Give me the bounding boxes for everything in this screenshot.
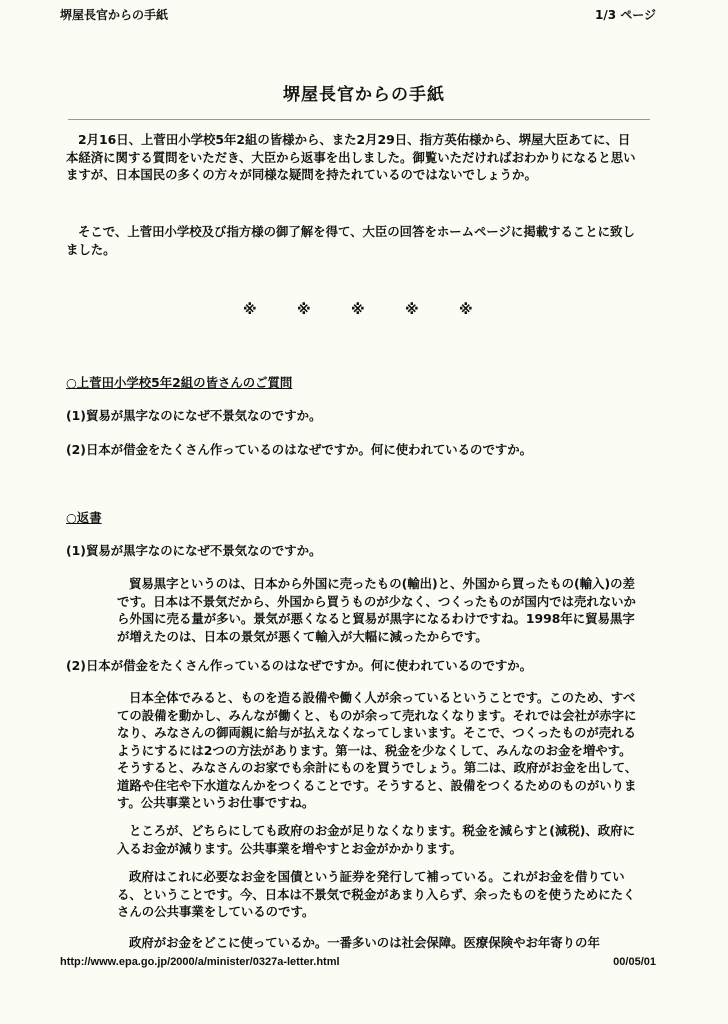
- intro-paragraph-1: 2月16日、上菅田小学校5年2組の皆様から、また2月29日、指方英佑様から、堺屋大臣あてに、日本経済に関する質問をいただき、大臣から返事を出しました。御覧いただければおわかりになると思いますが、日本国民の多くの方々が同様な疑問を持たれているのではないでしょうか。: [66, 132, 636, 182]
- title-divider: [68, 119, 650, 120]
- separator-mark: ※: [243, 302, 257, 318]
- separator-mark: ※: [351, 302, 365, 318]
- separator-mark: ※: [459, 302, 473, 318]
- page-number: 1/3 ページ: [594, 8, 656, 22]
- separator-mark: ※: [297, 302, 311, 318]
- question-2: (2)日本が借金をたくさん作っているのはなぜですか。何に使われているのですか。: [66, 442, 533, 457]
- page-title: 堺屋長官からの手紙: [283, 85, 445, 105]
- reply-question-1: (1)貿易が黒字なのになぜ不景気なのですか。: [66, 543, 322, 558]
- reply-heading: ○返書: [66, 510, 102, 525]
- separator-mark: ※: [405, 302, 419, 318]
- answer-2-paragraph-1: 日本全体でみると、ものを造る設備や働く人が余っているということです。このため、すべての設備を動かし、みんなが働くと、ものが余って売れなくなります。それでは会社が赤字になり、みなさんの御両親に給与が払えなくなってしまいます。そこで、つくったものが売れるようにするには2つの方法があります。第一は、税金を少なくして、みんなのお金を増やす。そうすると、みなさんのお家でも余計にものを買うでしょう。第二は、政府がお金を出して、道路や住宅や下水道なんかをつくることです。そうすると、設備をつくるためのものがいります。公共事業というお仕事ですね。: [117, 690, 638, 810]
- answer-2-paragraph-2: ところが、どちらにしても政府のお金が足りなくなります。税金を減らすと(減税)、政府に入るお金が減ります。公共事業を増やすとお金がかかります。: [117, 823, 635, 856]
- footer-url: http://www.epa.go.jp/2000/a/minister/0327a-letter.html: [60, 956, 340, 968]
- intro-paragraph-2: そこで、上菅田小学校及び指方様の御了解を得て、大臣の回答をホームページに掲載することに致しました。: [66, 224, 635, 257]
- answer-2-paragraph-4: 政府がお金をどこに使っているか。一番多いのは社会保障。医療保険やお年寄りの年: [129, 935, 600, 950]
- answer-2-paragraph-3: 政府はこれに必要なお金を国債という証券を発行して補っている。これがお金を借りている、ということです。今、日本は不景気で税金があまり入らず、余ったものを使うためにたくさんの公共事業をしているのです。: [117, 869, 636, 919]
- footer-date: 00/05/01: [613, 956, 656, 968]
- header-title: 堺屋長官からの手紙: [60, 8, 169, 22]
- questions-heading: ○上菅田小学校5年2組の皆さんのご質問: [66, 375, 293, 390]
- reply-question-2: (2)日本が借金をたくさん作っているのはなぜですか。何に使われているのですか。: [66, 658, 533, 673]
- question-1: (1)貿易が黒字なのになぜ不景気なのですか。: [66, 408, 322, 423]
- answer-1: 貿易黒字というのは、日本から外国に売ったもの(輸出)と、外国から買ったもの(輸入)の差です。日本は不景気だから、外国から買うものが少なく、つくったものが国内では売れないから外国に売る量が多い。景気が悪くなると貿易が黒字になるわけですね。1998年に貿易黒字が増えたのは、日本の景気が悪くて輸入が大幅に減ったからです。: [117, 576, 636, 644]
- separator-marks: [0, 302, 728, 320]
